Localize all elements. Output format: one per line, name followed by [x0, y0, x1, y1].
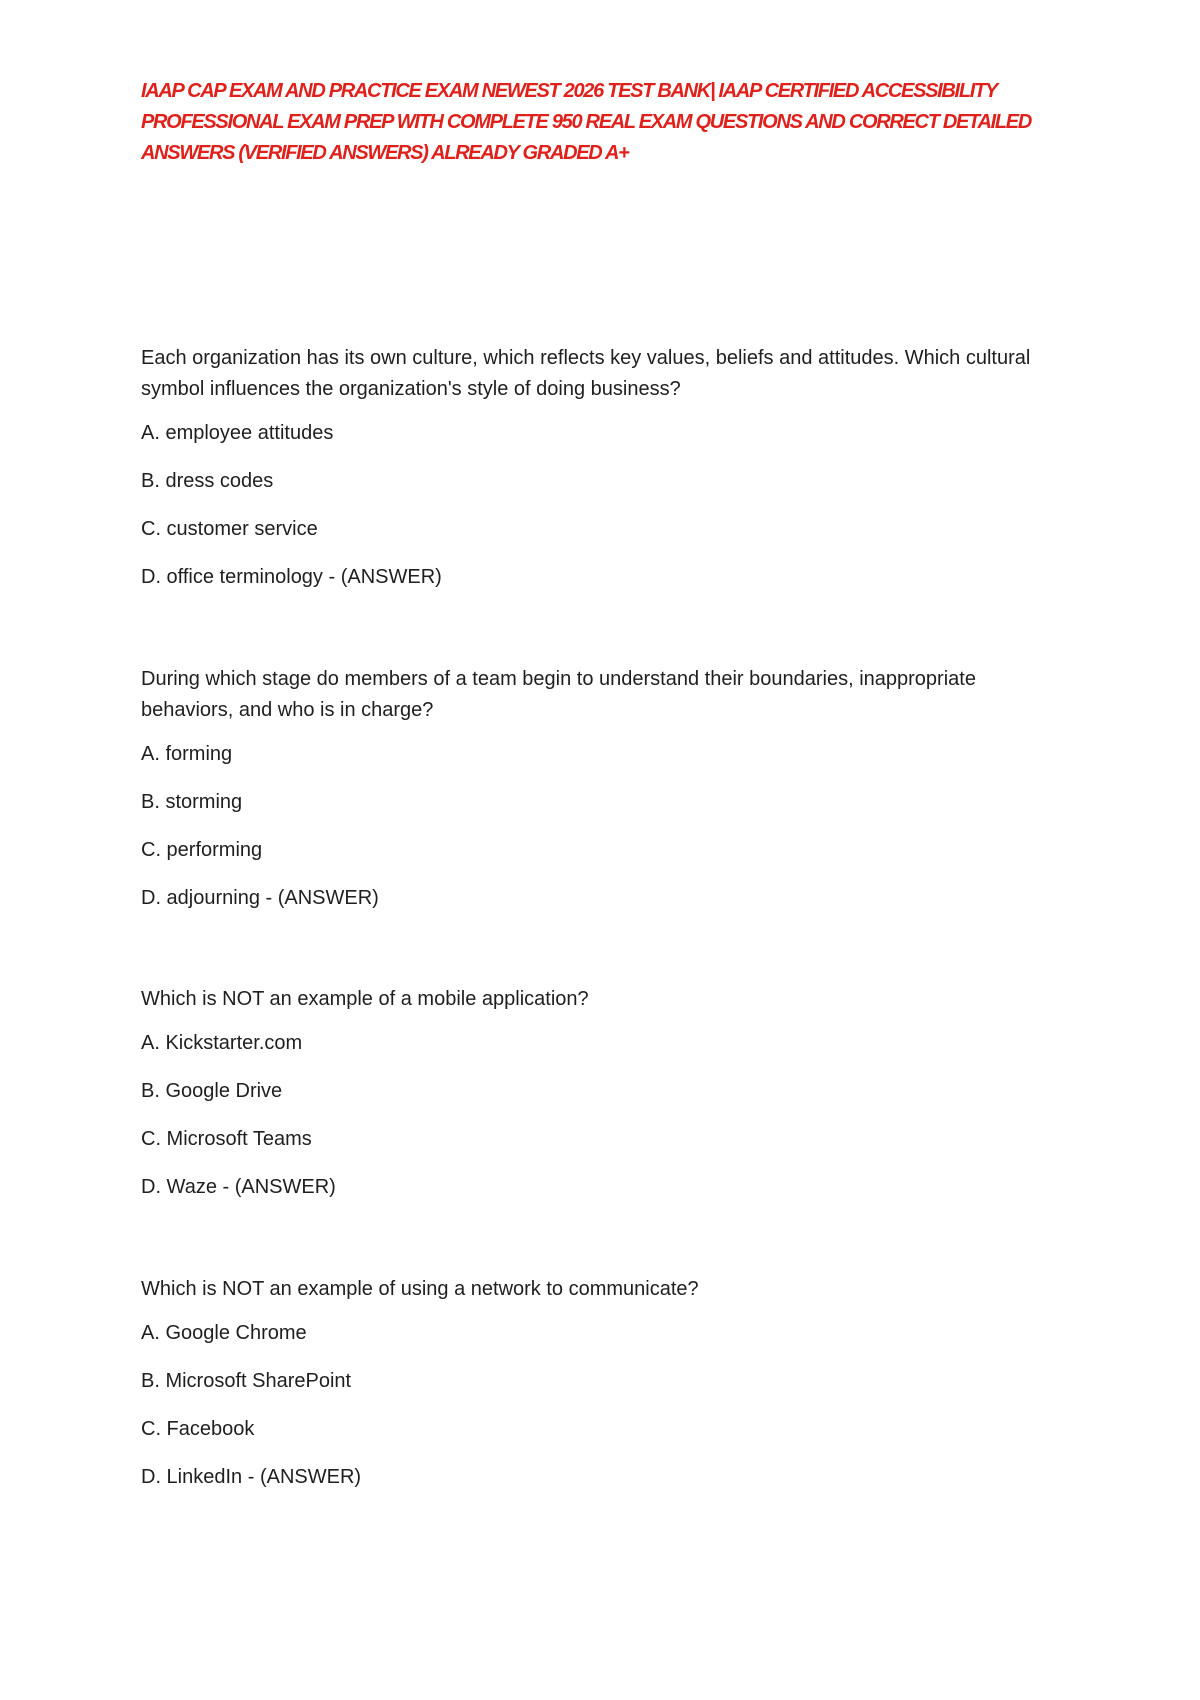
answer-option: C. customer service	[141, 518, 318, 540]
answer-option: A. employee attitudes	[141, 422, 334, 444]
answer-option: B. dress codes	[141, 470, 274, 492]
question-block	[141, 984, 1061, 1201]
question-text: Which is NOT an example of a mobile application?	[141, 988, 589, 1010]
answer-option: B. Microsoft SharePoint	[141, 1370, 352, 1392]
answer-option-correct: D. office terminology - (ANSWER)	[141, 566, 442, 588]
answer-option: C. Microsoft Teams	[141, 1128, 312, 1150]
question-text: Which is NOT an example of using a network to communicate?	[141, 1278, 699, 1300]
question-block	[141, 664, 1061, 912]
question-text: Each organization has its own culture, which reflects key values, beliefs and attitudes. Which cultural symbol influences the organization's style of doing business?	[141, 347, 1031, 400]
answer-option: C. performing	[141, 839, 263, 861]
document-title: IAAP CAP EXAM AND PRACTICE EXAM NEWEST 2026 TEST BANK| IAAP CERTIFIED ACCESSIBILITY PROFESSIONAL EXAM PREP WITH COMPLETE 950 REAL EXAM QUESTIONS AND CORRECT DETAILED ANSWERS (VERIFIED ANSWERS) ALREADY GRADED A+	[141, 80, 1031, 164]
answer-option-correct: D. LinkedIn - (ANSWER)	[141, 1466, 362, 1488]
question-block	[141, 1274, 1061, 1491]
question-text: During which stage do members of a team begin to understand their boundaries, inappropriate behaviors, and who is in charge?	[141, 668, 976, 721]
answer-option: A. Kickstarter.com	[141, 1032, 303, 1054]
question-block	[141, 343, 1061, 591]
answer-option: A. forming	[141, 743, 233, 765]
answer-option: A. Google Chrome	[141, 1322, 307, 1344]
answer-option: B. storming	[141, 791, 243, 813]
answer-option: B. Google Drive	[141, 1080, 283, 1102]
answer-option: C. Facebook	[141, 1418, 255, 1440]
answer-option-correct: D. adjourning - (ANSWER)	[141, 887, 379, 909]
answer-option-correct: D. Waze - (ANSWER)	[141, 1176, 336, 1198]
